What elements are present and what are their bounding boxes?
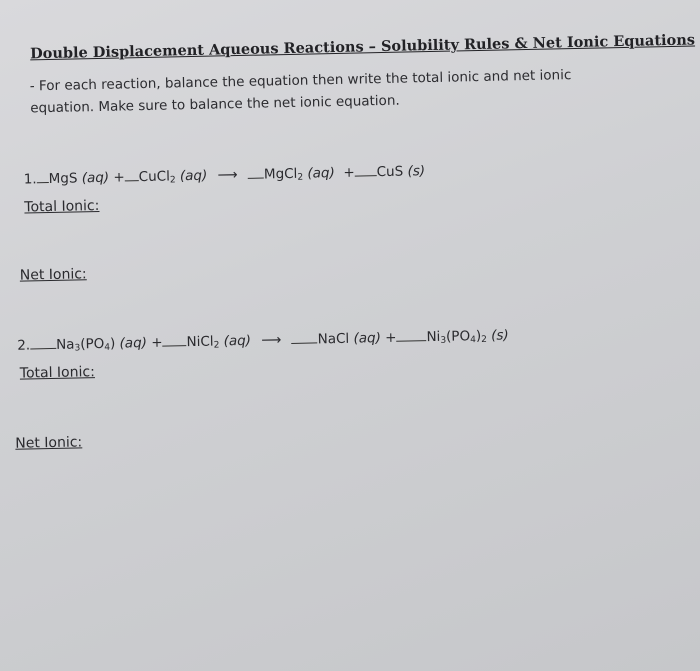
coefficient-blank[interactable] (125, 170, 139, 181)
plus-sign: + (113, 169, 125, 186)
problem-number: 2. (17, 337, 31, 354)
state-label: (aq) (119, 334, 148, 352)
state-label: (s) (407, 163, 426, 180)
formula: MgCl (263, 165, 298, 183)
subscript: 2 (169, 175, 176, 186)
coefficient-blank[interactable] (292, 332, 318, 344)
state-label: (aq) (179, 167, 208, 185)
equation-2 (17, 327, 509, 354)
coefficient-blank[interactable] (248, 168, 264, 179)
total-ionic-label-1: Total Ionic: (24, 197, 100, 216)
problem-number: 1. (23, 171, 37, 188)
formula: NiCl (186, 333, 214, 351)
subscript: 4 (470, 335, 477, 346)
reaction-arrow: ⟶ (217, 167, 238, 184)
plus-sign: + (385, 329, 397, 347)
state-label: (aq) (223, 332, 252, 350)
coefficient-blank[interactable] (162, 335, 186, 347)
subscript: 2 (297, 172, 304, 183)
worksheet-instructions: - For each reaction, balance the equation then write the total ionic and net ionic equation. Make sure to balance the net ionic equation. (29, 67, 572, 117)
equation-1 (24, 163, 426, 188)
formula: Ni (426, 328, 441, 346)
formula: (PO (445, 328, 471, 345)
state-label: (s) (491, 327, 509, 344)
reaction-arrow: ⟶ (261, 332, 282, 349)
coefficient-blank[interactable] (30, 338, 56, 350)
net-ionic-label-1: Net Ionic: (19, 266, 87, 284)
plus-sign: + (343, 164, 355, 181)
worksheet-title: Double Displacement Aqueous Reactions – Solubility Rules & Net Ionic Equations (29, 31, 696, 63)
formula: NaCl (317, 330, 350, 348)
formula: (PO (80, 335, 105, 353)
formula: ) (475, 327, 482, 345)
state-label: (aq) (353, 330, 382, 347)
formula: ) (109, 335, 116, 352)
net-ionic-label-2: Net Ionic: (15, 434, 83, 452)
formula: Na (55, 336, 75, 353)
formula: MgS (48, 170, 78, 188)
coefficient-blank[interactable] (355, 165, 377, 176)
state-label: (aq) (307, 165, 335, 182)
coefficient-blank[interactable] (396, 330, 426, 342)
subscript: 3 (74, 343, 81, 354)
coefficient-blank[interactable] (37, 172, 49, 183)
subscript: 2 (213, 340, 220, 351)
formula: CuCl (138, 168, 171, 186)
subscript: 4 (104, 342, 111, 353)
subscript: 3 (440, 335, 447, 346)
total-ionic-label-2: Total Ionic: (19, 364, 96, 382)
subscript: 2 (481, 334, 488, 345)
state-label: (aq) (81, 169, 110, 187)
plus-sign: + (151, 334, 163, 351)
formula: CuS (376, 163, 404, 181)
